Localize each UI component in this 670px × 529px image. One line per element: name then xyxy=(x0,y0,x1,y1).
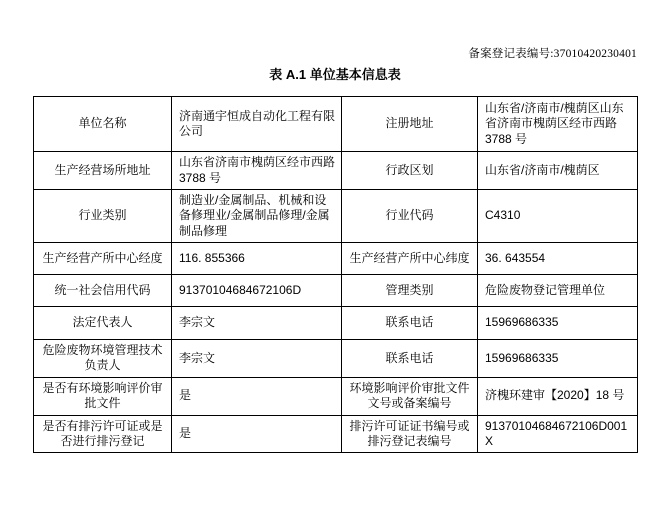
table-row xyxy=(34,415,638,453)
field-label: 生产经营产所中心经度 xyxy=(34,243,172,275)
field-value: 是 xyxy=(172,415,342,453)
field-value: 是 xyxy=(172,377,342,415)
field-label: 行业类别 xyxy=(34,190,172,243)
field-label: 危险废物环境管理技术负责人 xyxy=(34,340,172,378)
field-label: 行业代码 xyxy=(342,190,478,243)
field-value: 制造业/金属制品、机械和设备修理业/金属制品修理/金属制品修理 xyxy=(172,190,342,243)
field-label: 排污许可证证书编号或排污登记表编号 xyxy=(342,415,478,453)
field-value: 15969686335 xyxy=(478,307,638,340)
field-label: 联系电话 xyxy=(342,340,478,378)
field-value: 李宗文 xyxy=(172,340,342,378)
field-label: 环境影响评价审批文件文号或备案编号 xyxy=(342,377,478,415)
registration-number: 备案登记表编号:37010420230401 xyxy=(468,48,637,60)
field-label: 联系电话 xyxy=(342,307,478,340)
field-label: 生产经营场所地址 xyxy=(34,152,172,190)
field-value: 济南通宇恒成自动化工程有限公司 xyxy=(172,97,342,152)
field-label: 是否有排污许可证或是否进行排污登记 xyxy=(34,415,172,453)
field-value: 91370104684672106D001X xyxy=(478,415,638,453)
table-row xyxy=(34,190,638,243)
field-label: 单位名称 xyxy=(34,97,172,152)
table-row xyxy=(34,275,638,307)
field-label: 生产经营产所中心纬度 xyxy=(342,243,478,275)
field-value: 116. 855366 xyxy=(172,243,342,275)
field-value: 91370104684672106D xyxy=(172,275,342,307)
field-value: C4310 xyxy=(478,190,638,243)
table-row xyxy=(34,152,638,190)
field-value: 山东省/济南市/槐荫区 xyxy=(478,152,638,190)
field-label: 统一社会信用代码 xyxy=(34,275,172,307)
field-label: 注册地址 xyxy=(342,97,478,152)
field-value: 36. 643554 xyxy=(478,243,638,275)
field-value: 15969686335 xyxy=(478,340,638,378)
table-row xyxy=(34,340,638,378)
field-label: 法定代表人 xyxy=(34,307,172,340)
unit-basic-info-table xyxy=(33,96,638,453)
field-value: 李宗文 xyxy=(172,307,342,340)
table-row xyxy=(34,307,638,340)
field-value: 济槐环建审【2020】18 号 xyxy=(478,377,638,415)
page-title: 表 A.1 单位基本信息表 xyxy=(269,67,401,82)
field-value: 危险废物登记管理单位 xyxy=(478,275,638,307)
field-label: 管理类别 xyxy=(342,275,478,307)
field-label: 行政区划 xyxy=(342,152,478,190)
field-value: 山东省/济南市/槐荫区山东省济南市槐荫区经市西路 3788 号 xyxy=(478,97,638,152)
table-row xyxy=(34,243,638,275)
field-value: 山东省济南市槐荫区经市西路 3788 号 xyxy=(172,152,342,190)
table-row xyxy=(34,377,638,415)
table-row xyxy=(34,97,638,152)
field-label: 是否有环境影响评价审批文件 xyxy=(34,377,172,415)
